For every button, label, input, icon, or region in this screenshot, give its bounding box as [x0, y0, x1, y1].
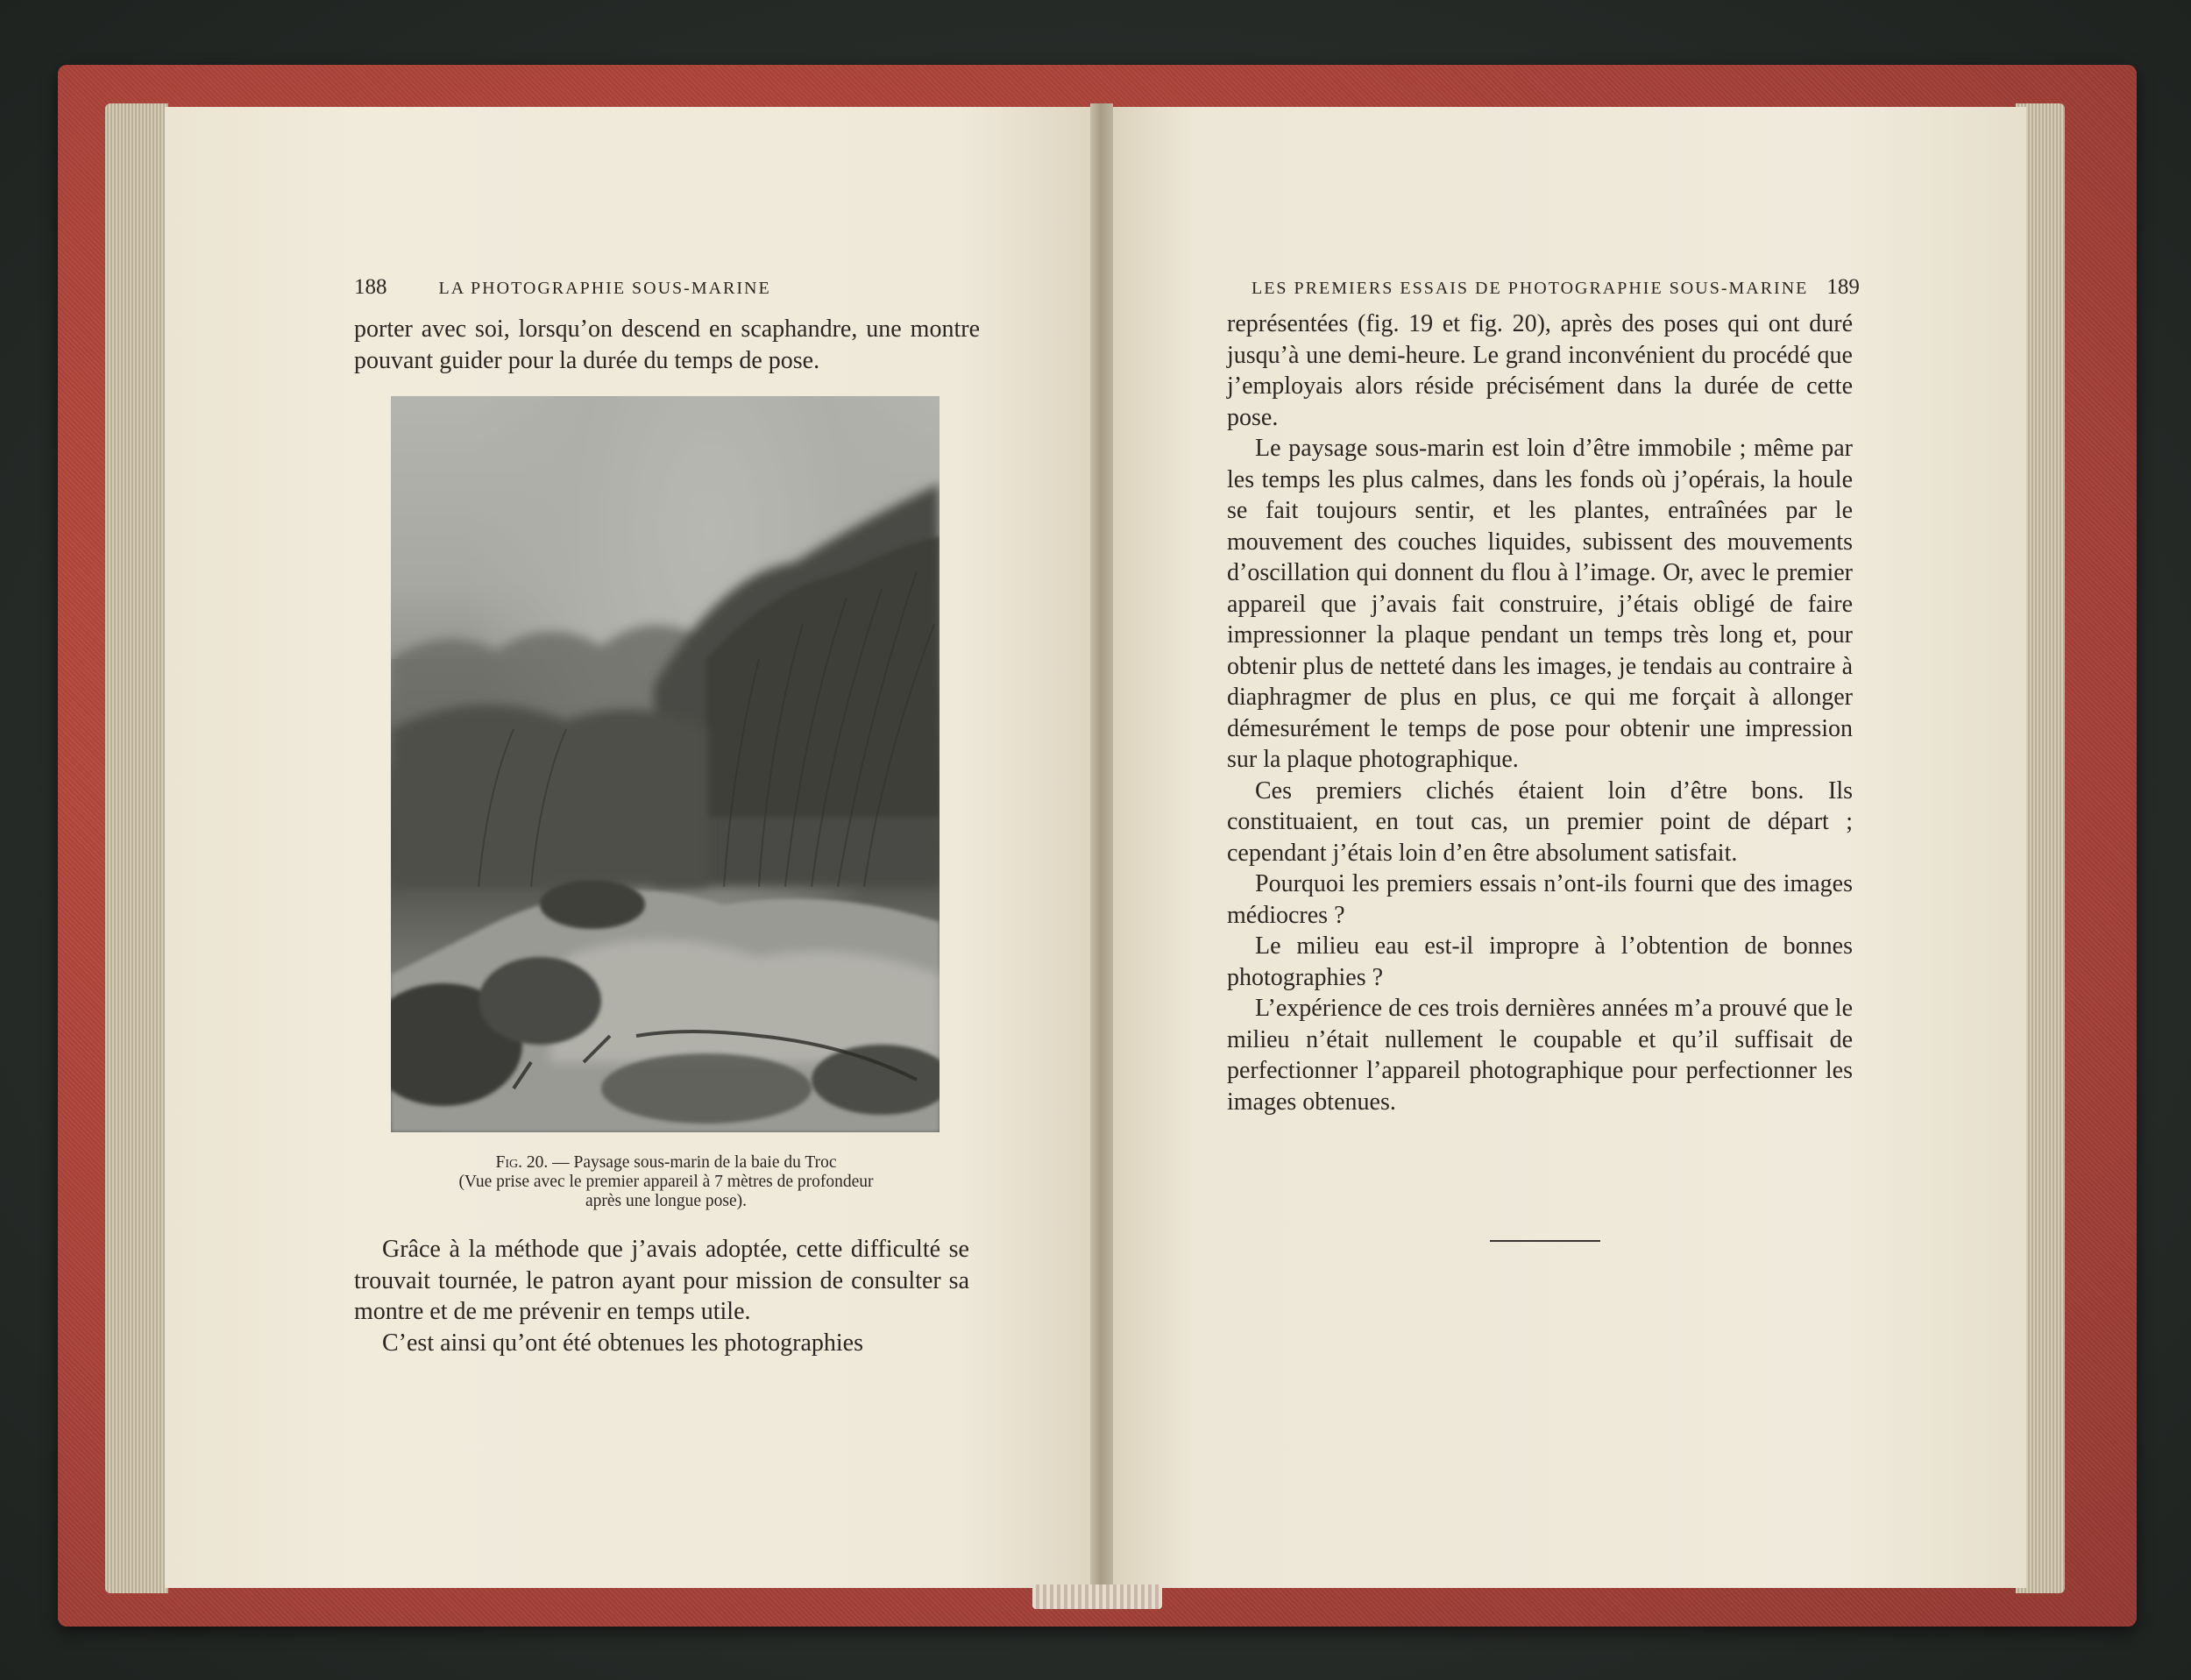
caption-figure-label: Fig. 20. — [495, 1153, 549, 1172]
left-bottom-paragraph-1: Grâce à la méthode que j’avais adoptée, cette difficulté se trouvait tournée, le patron ayant pour mission de consulter sa montre et de me prévenir en temps utile. — [354, 1236, 969, 1325]
caption-line-2: (Vue prise avec le premier appareil à 7 mètres de profondeur — [458, 1173, 874, 1191]
left-bottom-text — [354, 1234, 969, 1358]
caption-line-1 — [368, 1153, 964, 1173]
right-paragraph-6: L’expérience de ces trois dernières années m’a prouvé que le milieu n’était nullement le coupable et qu’il suffisait de perfectionner l’appareil photographique pour perfectionner les images obtenues. — [1227, 995, 1853, 1116]
right-paragraph-1: représentées (fig. 19 et fig. 20), après des poses qui ont duré jusqu’à une demi-heure. Le grand inconvénient du procédé que j’employais alors réside précisément dans la durée de cette pose. — [1227, 310, 1853, 431]
left-page-edges — [105, 103, 168, 1593]
right-body-text — [1227, 308, 1853, 1117]
right-page-number: 189 — [1826, 275, 1860, 299]
right-paragraph-5: Le milieu eau est-il impropre à l’obtention de bonnes photographies ? — [1227, 932, 1853, 991]
left-top-text — [354, 314, 980, 376]
right-running-title: LES PREMIERS ESSAIS DE PHOTOGRAPHIE SOUS-MARINE — [1251, 279, 1809, 298]
left-running-head — [354, 275, 771, 300]
right-running-head — [1251, 275, 1860, 300]
figure-underwater-landscape — [391, 396, 940, 1132]
book-headband — [1032, 1584, 1162, 1609]
figure-caption — [368, 1153, 964, 1211]
right-paragraph-4: Pourquoi les premiers essais n’ont-ils fourni que des images médiocres ? — [1227, 870, 1853, 929]
right-paragraph-3: Ces premiers clichés étaient loin d’être bons. Ils constituaient, en tout cas, un premier point de départ ; cependant j’étais loin d’en être absolument satisfait. — [1227, 776, 1853, 867]
left-top-paragraph: porter avec soi, lorsqu’on descend en scaphandre, une montre pouvant guider pour la durée du temps de pose. — [354, 315, 980, 374]
left-page-number: 188 — [354, 275, 387, 299]
left-running-title: LA PHOTOGRAPHIE SOUS-MARINE — [438, 279, 771, 298]
book-gutter — [1090, 103, 1113, 1593]
photo-illustration — [391, 396, 940, 1132]
left-bottom-paragraph-2: C’est ainsi qu’ont été obtenues les photographies — [382, 1329, 863, 1357]
caption-line-3: après une longue pose). — [585, 1192, 748, 1210]
right-paragraph-2: Le paysage sous-marin est loin d’être immobile ; même par les temps les plus calmes, dans les fonds où j’opérais, la houle se fait toujours sentir, et les plantes, entraînées par le mouvement des couches liquides, subissent des mouvements d’oscillation qui donnent du flou à l’image. Or, avec le premier appareil que j’avais fait construire, j’étais obligé de faire impressionner la plaque pendant un temps très long et, pour obtenir plus de netteté dans les images, je tendais au contraire à diaphragmer de plus en plus, ce qui me forçait à allonger démesurément le temps de pose pour obtenir une impression sur la plaque photographique. — [1227, 435, 1853, 773]
caption-title: — Paysage sous-marin de la baie du Troc — [552, 1153, 837, 1172]
chapter-end-rule — [1490, 1240, 1600, 1242]
